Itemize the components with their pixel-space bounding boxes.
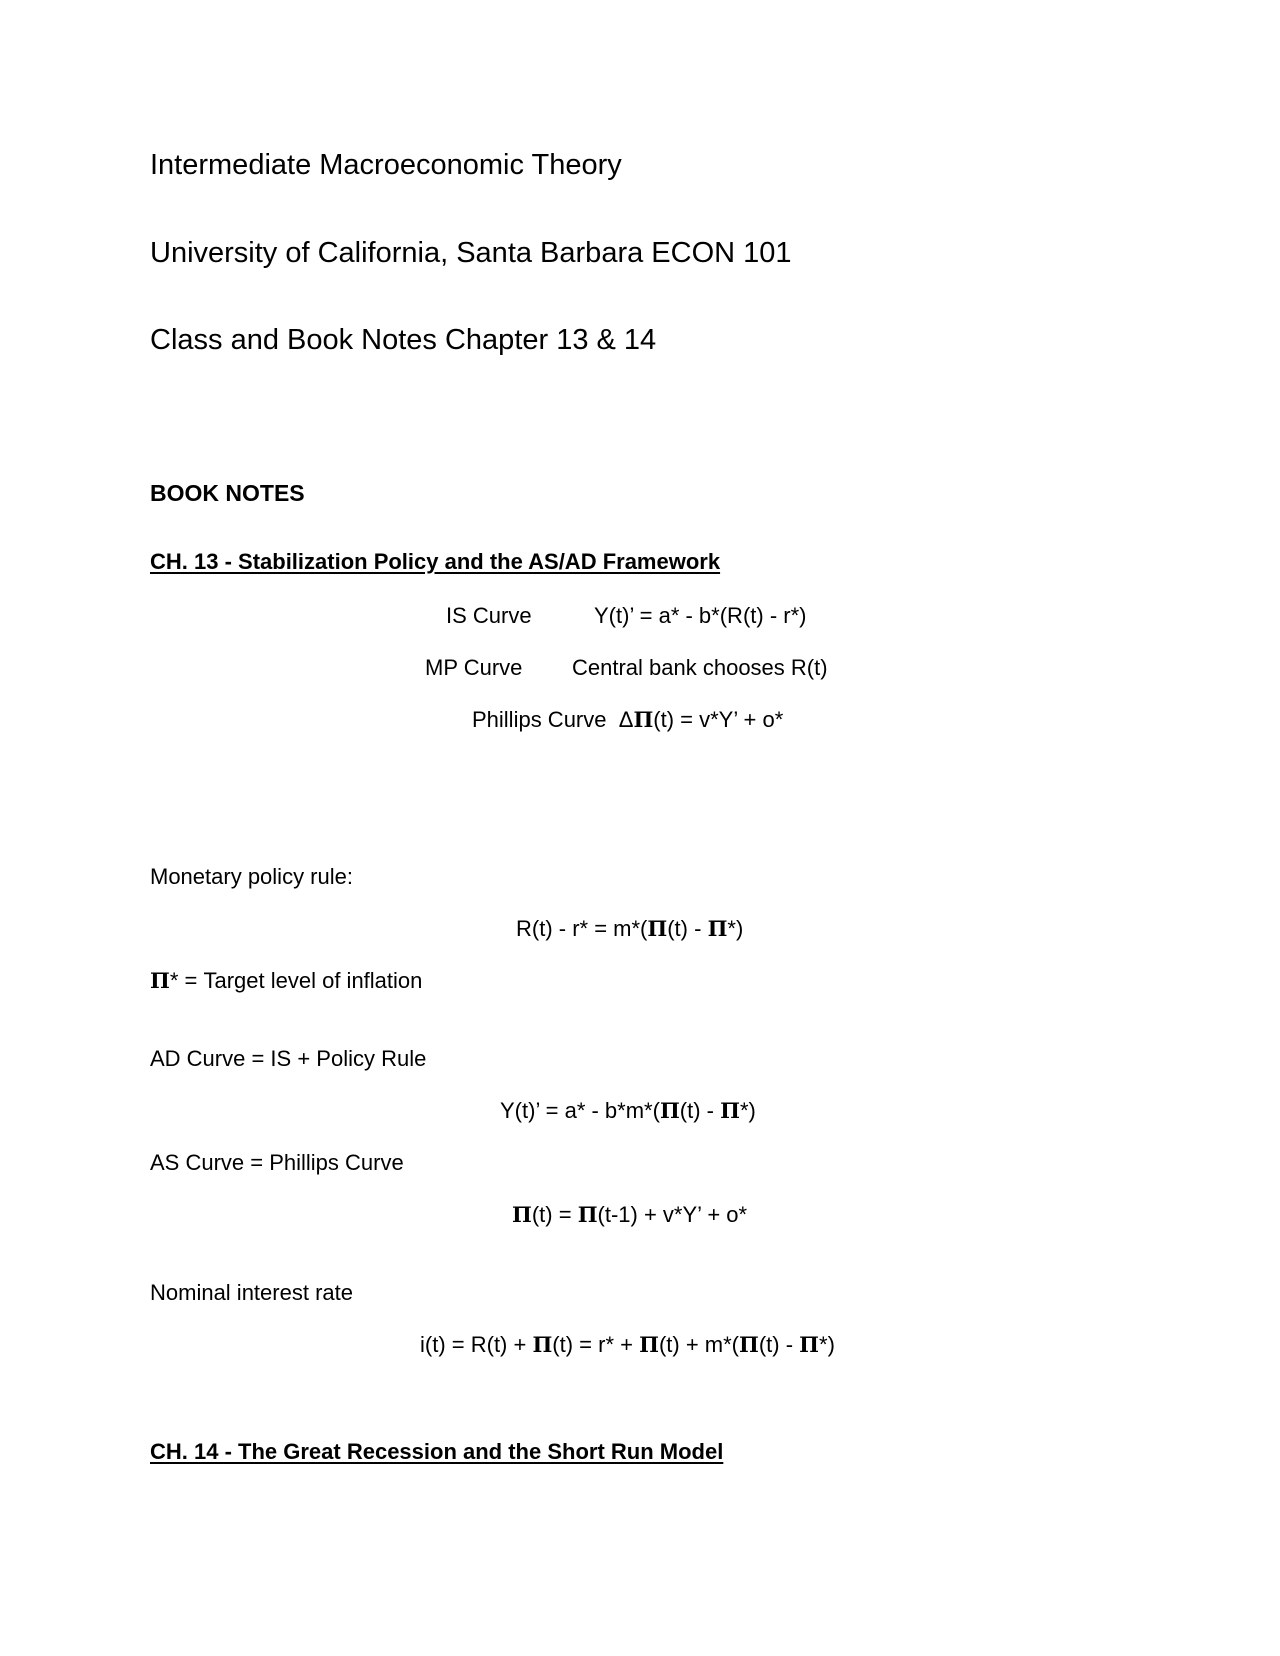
- is-curve-label: IS Curve: [446, 603, 532, 628]
- equation-part: (t) = r* +: [552, 1332, 640, 1357]
- equation-part: (t) -: [758, 1332, 800, 1357]
- equation-part: *): [727, 916, 744, 941]
- equation-part: (t-1) + v*Y’ + o*: [597, 1202, 748, 1227]
- ch13-heading: CH. 13 - Stabilization Policy and the AS/AD Framework: [150, 549, 721, 574]
- ad-curve-label: AD Curve = IS + Policy Rule: [150, 1046, 427, 1071]
- pi-symbol: Π: [532, 1332, 553, 1357]
- nominal-interest-rate-label: Nominal interest rate: [150, 1280, 353, 1305]
- pi-symbol: Π: [739, 1332, 759, 1357]
- pi-symbol: Π: [512, 1202, 532, 1227]
- ad-curve-equation: [500, 1100, 756, 1122]
- pi-symbol: Π: [799, 1332, 820, 1357]
- pi-symbol: Π: [720, 1098, 740, 1123]
- nominal-interest-rate-equation: [420, 1334, 835, 1356]
- pi-symbol: Π: [577, 1202, 598, 1227]
- is-curve-equation: Y(t)’ = a* - b*(R(t) - r*): [594, 603, 807, 628]
- monetary-policy-rule-label: Monetary policy rule:: [150, 864, 353, 889]
- doc-subtitle-chapters: Class and Book Notes Chapter 13 & 14: [150, 324, 657, 356]
- equation-part: R(t) - r* = m*(: [516, 916, 648, 941]
- target-inflation-definition: [150, 970, 422, 992]
- equation-part: Y(t)’ = a* - b*m*(: [500, 1098, 660, 1123]
- definition-text: * = Target level of inflation: [169, 968, 423, 993]
- equation-part: *): [739, 1098, 756, 1123]
- equation-part: *): [819, 1332, 835, 1357]
- equation-part: (t) -: [667, 916, 708, 941]
- pi-symbol: Π: [659, 1098, 680, 1123]
- delta-symbol: Δ: [618, 707, 634, 732]
- as-curve-label: AS Curve = Phillips Curve: [150, 1150, 404, 1175]
- phillips-curve-label: Phillips Curve: [472, 707, 607, 732]
- doc-subtitle-university: University of California, Santa Barbara ECON 101: [150, 237, 792, 269]
- pi-symbol: Π: [647, 916, 668, 941]
- equation-part: (t) =: [531, 1202, 578, 1227]
- ch14-heading: CH. 14 - The Great Recession and the Short Run Model: [150, 1439, 724, 1464]
- mp-curve-label: MP Curve: [425, 655, 523, 680]
- phillips-curve-equation: (t) = v*Y’ + o*: [653, 707, 784, 732]
- book-notes-heading: BOOK NOTES: [150, 480, 305, 506]
- pi-symbol: Π: [639, 1332, 659, 1357]
- doc-title: Intermediate Macroeconomic Theory: [150, 149, 622, 181]
- equation-part: i(t) = R(t) +: [420, 1332, 533, 1357]
- equation-part: (t) + m*(: [658, 1332, 739, 1357]
- equation-part: (t) -: [679, 1098, 721, 1123]
- phillips-curve-row: [472, 709, 783, 731]
- pi-symbol: Π: [633, 707, 654, 732]
- pi-symbol: Π: [707, 916, 728, 941]
- pi-symbol: Π: [150, 968, 170, 993]
- monetary-rule-equation: [516, 918, 743, 940]
- mp-curve-equation: Central bank chooses R(t): [572, 655, 828, 680]
- as-curve-equation: [512, 1204, 747, 1226]
